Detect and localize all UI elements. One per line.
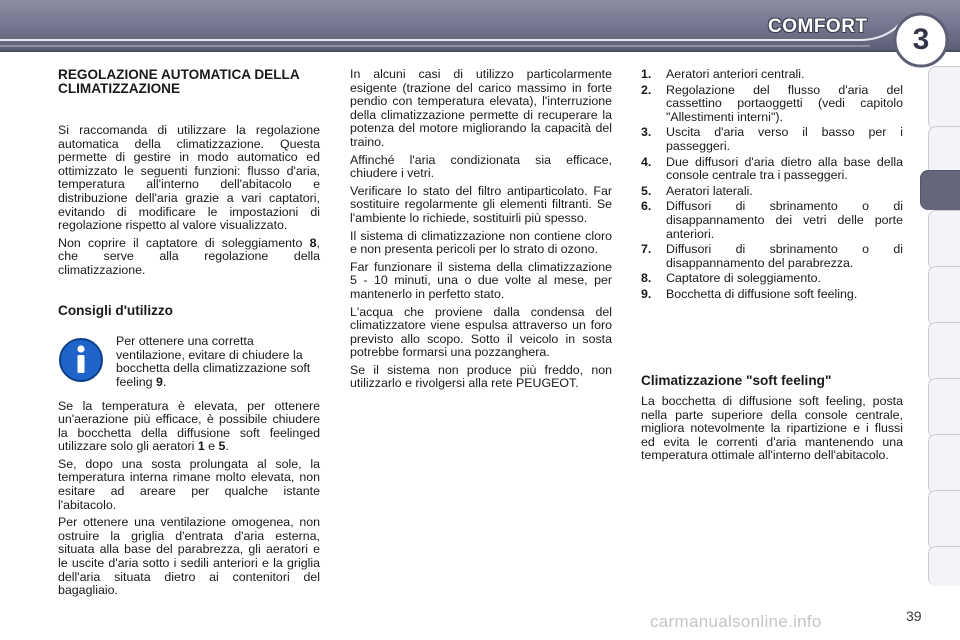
paragraph: L'acqua che proviene dalla condensa del climatizzatore viene espulsa attraverso un foro previsto allo scopo. Sotto il veicolo in sosta potrebbe formarsi una pozzanghera. [350, 304, 612, 360]
chapter-tab[interactable] [928, 490, 960, 550]
list-item: 4. Due diffusori d'aria dietro alla base della console centrale tra i passeggeri. [641, 154, 903, 183]
list-item: 2. Regolazione del flusso d'aria del cassettino portaoggetti (vedi capitolo "Allestimenti interni"). [641, 82, 903, 124]
watermark: carmanualsonline.info [650, 612, 822, 631]
info-box [58, 335, 320, 393]
list-item: 7. Diffusori di sbrinamento o di disappannamento del parabrezza. [641, 242, 903, 270]
chapter-number: 3 [912, 23, 930, 56]
list-item: 9. Bocchetta di diffusione soft feeling. [641, 286, 858, 301]
paragraph: Se la temperatura è elevata, per ottenere un'aerazione più efficace, è possibile chiudere la bocchetta della diffusione soft feelinged utilizzare solo gli aeratori 1 e 5. [58, 398, 320, 454]
main-title: REGOLAZIONE AUTOMATICA DELLA CLIMATIZZAZIONE [58, 67, 300, 96]
chapter-tab[interactable] [928, 378, 960, 438]
page-number: 39 [906, 608, 922, 624]
subtitle-tips: Consigli d'utilizzo [58, 302, 173, 318]
chapter-tabs [928, 66, 960, 586]
chapter-tab[interactable] [928, 66, 960, 130]
paragraph: In alcuni casi di utilizzo particolarmente esigente (trazione del carico massimo in forte pendio con temperatura elevata), l'interruzione della climatizzazione permette di recuperare la potenza del motore migliorando la capacità del traino. [350, 67, 612, 149]
paragraph: Il sistema di climatizzazione non contiene cloro e non presenta pericoli per lo strato di ozono. [350, 228, 612, 257]
paragraph: Se, dopo una sosta prolungata al sole, la temperatura interna rimane molto elevata, non esitare ad areare per qualche istante l'abitacolo. [58, 456, 320, 512]
paragraph: Si raccomanda di utilizzare la regolazione automatica della climatizzazione. Questa permette di gestire in modo automatico ed ottimizzato le seguenti funzioni: flusso d'aria, temperatura all'interno dell'abitacolo e distribuzione dell'aria grazie a vari captatori, evitando di modificare le impostazioni di regolazione rispetto al valore visualizzato. [58, 123, 320, 233]
info-icon [58, 337, 104, 383]
paragraph: Affinché l'aria condizionata sia efficace, chiudere i vetri. [350, 152, 612, 181]
list-item: 6. Diffusori di sbrinamento o di disappannamento dei vetri delle porte anteriori. [641, 199, 903, 241]
paragraph: Verificare lo stato del filtro antiparticolato. Far sostituire regolarmente gli elementi filtranti. Se l'ambiente lo richiede, sostituirli più spesso. [350, 183, 612, 225]
list-item: 5. Aeratori laterali. [641, 183, 753, 198]
column-middle [350, 68, 612, 395]
chapter-tab[interactable] [928, 266, 960, 326]
paragraph: Far funzionare il sistema della climatizzazione 5 - 10 minuti, una o due volte al mese, per mantenerlo in perfetto stato. [350, 259, 612, 301]
list-item: 8. Captatore di soleggiamento. [641, 271, 821, 286]
paragraph: La bocchetta di diffusione soft feeling, posta nella parte superiore della console centrale, migliora notevolmente la ripartizione e i flussi ed evita le correnti d'aria mantenendo una temperatura ottimale all'interno dell'abitacolo. [641, 394, 903, 463]
chapter-tab[interactable] [928, 434, 960, 494]
paragraph: Non coprire il captatore di soleggiamento 8, che serve alla regolazione della climatizzazione. [58, 235, 320, 277]
info-text: Per ottenere una corretta ventilazione, evitare di chiudere la bocchetta della climatizzazione soft feeling 9. [116, 334, 311, 389]
chapter-tab[interactable] [928, 322, 960, 382]
column-left [58, 68, 320, 602]
chapter-tab[interactable] [928, 126, 960, 176]
list-item: 1. Aeratori anteriori centrali. [641, 67, 805, 81]
chapter-tab-active[interactable] [920, 170, 960, 210]
chapter-tab[interactable] [928, 210, 960, 270]
subtitle-soft-feeling: Climatizzazione "soft feeling" [641, 372, 832, 388]
paragraph: Se il sistema non produce più freddo, non utilizzarlo e rivolgersi alla rete PEUGEOT. [350, 362, 612, 391]
chapter-tab[interactable] [928, 546, 960, 586]
list-item: 3. Uscita d'aria verso il basso per i passeggeri. [641, 125, 903, 153]
paragraph: Per ottenere una ventilazione omogenea, non ostruire la griglia d'entrata d'aria esterna, situata alla base del parabrezza, gli aeratori e le uscite d'aria sotto i sedili anteriori e la griglia dell'aria situata dietro ai contenitori del bagagliaio. [58, 515, 320, 598]
column-right [641, 68, 903, 467]
section-title: COMFORT [768, 16, 868, 37]
